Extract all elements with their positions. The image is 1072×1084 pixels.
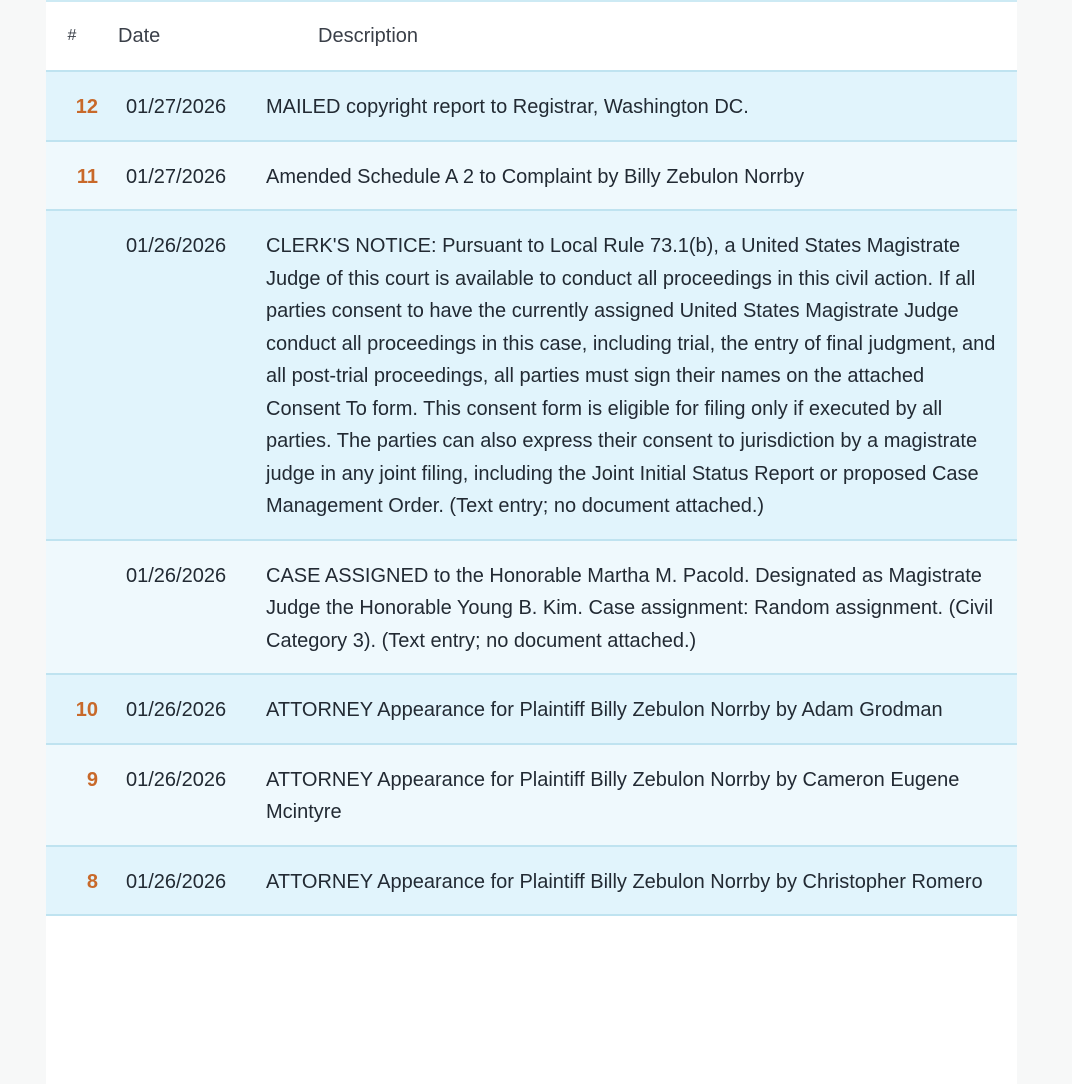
entry-description: ATTORNEY Appearance for Plaintiff Billy Zebulon Norrby by Adam Grodman bbox=[260, 674, 1017, 744]
entry-number[interactable]: 10 bbox=[46, 674, 98, 744]
entry-date: 01/26/2026 bbox=[98, 744, 260, 846]
entry-description: CLERK'S NOTICE: Pursuant to Local Rule 73.1(b), a United States Magistrate Judge of this court is available to conduct all proceedings in this civil action. If all parties consent to have the currently assigned United States Magistrate Judge conduct all proceedings in this case, including trial, the entry of final judgment, and all post-trial proceedings, all parties must sign their names on the attached Consent To form. This consent form is eligible for filing only if executed by all parties. The parties can also express their consent to jurisdiction by a magistrate judge in any joint filing, including the Joint Initial Status Report or proposed Case Management Order. (Text entry; no document attached.) bbox=[260, 210, 1017, 540]
entry-description: MAILED copyright report to Registrar, Washington DC. bbox=[260, 71, 1017, 141]
entry-description: ATTORNEY Appearance for Plaintiff Billy Zebulon Norrby by Christopher Romero bbox=[260, 846, 1017, 916]
entry-date: 01/26/2026 bbox=[98, 540, 260, 675]
entry-number bbox=[46, 540, 98, 675]
table-row bbox=[46, 744, 1017, 846]
table-row bbox=[46, 674, 1017, 744]
entry-date: 01/27/2026 bbox=[98, 141, 260, 211]
entry-date: 01/26/2026 bbox=[98, 210, 260, 540]
entry-number[interactable]: 12 bbox=[46, 71, 98, 141]
table-row bbox=[46, 540, 1017, 675]
entry-number[interactable]: 8 bbox=[46, 846, 98, 916]
column-header-date: Date bbox=[98, 2, 260, 71]
column-header-description: Description bbox=[260, 2, 1017, 71]
entry-date: 01/26/2026 bbox=[98, 674, 260, 744]
table-row bbox=[46, 71, 1017, 141]
entry-number[interactable]: 11 bbox=[46, 141, 98, 211]
docket-table bbox=[46, 2, 1017, 916]
entry-date: 01/26/2026 bbox=[98, 846, 260, 916]
entry-date: 01/27/2026 bbox=[98, 71, 260, 141]
table-row bbox=[46, 846, 1017, 916]
entry-number[interactable]: 9 bbox=[46, 744, 98, 846]
table-row bbox=[46, 141, 1017, 211]
entry-description: ATTORNEY Appearance for Plaintiff Billy Zebulon Norrby by Cameron Eugene Mcintyre bbox=[260, 744, 1017, 846]
docket-table-container bbox=[46, 0, 1017, 1084]
entry-number bbox=[46, 210, 98, 540]
table-row bbox=[46, 210, 1017, 540]
column-header-number: # bbox=[46, 2, 98, 71]
entry-description: Amended Schedule A 2 to Complaint by Billy Zebulon Norrby bbox=[260, 141, 1017, 211]
table-header-row bbox=[46, 2, 1017, 71]
entry-description: CASE ASSIGNED to the Honorable Martha M. Pacold. Designated as Magistrate Judge the Honorable Young B. Kim. Case assignment: Random assignment. (Civil Category 3). (Text entry; no document attached.) bbox=[260, 540, 1017, 675]
